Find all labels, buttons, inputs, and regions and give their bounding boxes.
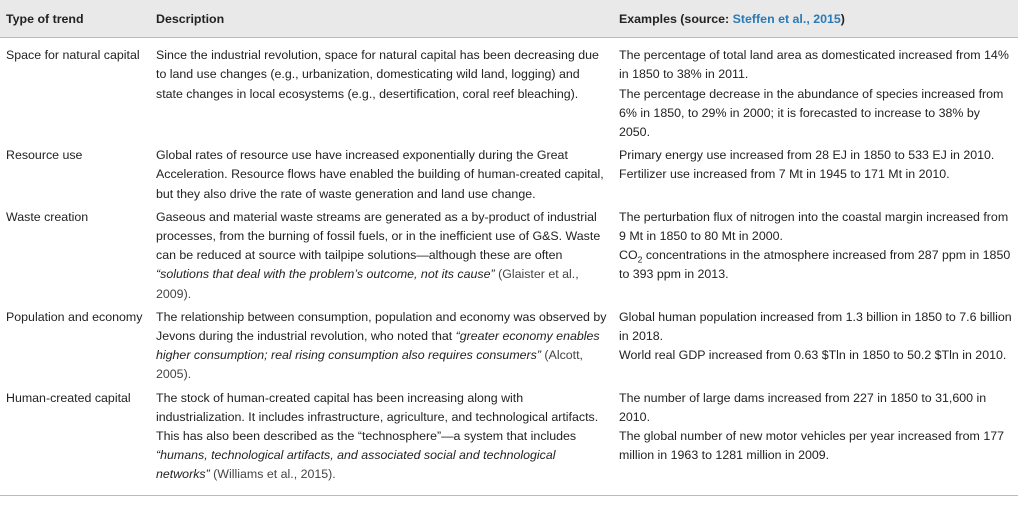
table-row (0, 38, 1018, 147)
trend-examples (613, 389, 1018, 496)
example-item-co2 (619, 246, 1012, 284)
citation-link[interactable]: (Williams et al., 2015). (209, 467, 336, 482)
trend-examples (613, 208, 1018, 308)
citation-link[interactable]: (Glaister et al., 2009). (156, 267, 579, 301)
trend-examples (613, 146, 1018, 208)
description-quote: “greater economy enables higher consumption; real rising consumption also requires consumers” (156, 329, 600, 363)
trend-description (150, 146, 613, 208)
example-item: Global human population increased from 1.3 billion in 1850 to 7.6 billion in 2018. (619, 309, 1012, 344)
header-examples-suffix: ) (840, 12, 845, 26)
source-link[interactable]: Steffen et al., 2015 (732, 12, 841, 26)
trend-examples (613, 308, 1018, 389)
example-item: Primary energy use increased from 28 EJ in 1850 to 533 EJ in 2010. (619, 148, 995, 163)
trend-type: Space for natural capital (6, 48, 140, 63)
example-item: Fertilizer use increased from 7 Mt in 1945 to 171 Mt in 2010. (619, 167, 950, 182)
table-header-row (0, 0, 1018, 38)
description-quote: “humans, technological artifacts, and associated social and technological networks” (156, 448, 556, 482)
trend-type: Population and economy (6, 309, 143, 324)
trend-type: Waste creation (6, 209, 89, 224)
description-text: The relationship between consumption, population and economy was observed by Jevons during the industrial revolution, who noted that (156, 309, 607, 344)
table-row (0, 146, 1018, 208)
example-item: The perturbation flux of nitrogen into the coastal margin increased from 9 Mt in 1850 to 80 Mt in 2000. (619, 209, 1009, 244)
header-examples (613, 0, 1018, 38)
co2-subscript: 2 (637, 254, 643, 265)
trend-examples (613, 38, 1018, 147)
header-description: Description (150, 0, 613, 38)
trend-type: Human-created capital (0, 389, 150, 496)
example-item: The number of large dams increased from 227 in 1850 to 31,600 in 2010. (619, 390, 987, 424)
example-item: The global number of new motor vehicles per year increased from 177 million in 1963 to 1281 million in 2009. (619, 429, 1004, 463)
table-row (0, 308, 1018, 389)
citation-link[interactable]: (Alcott, 2005). (156, 348, 583, 382)
table-row (0, 208, 1018, 308)
header-type-of-trend: Type of trend (0, 0, 150, 38)
trend-description (150, 38, 613, 147)
description-text: Gaseous and material waste streams are generated as a by-product of industrial processes, from the burning of fossil fuels, or in the inefficient use of G&S. Waste can be reduced at source with tailpipe solutions—although these are often (156, 209, 601, 263)
co2-prefix: CO (619, 248, 638, 263)
trend-type: Resource use (6, 148, 83, 163)
description-text: Since the industrial revolution, space for natural capital has been decreasing due to land use changes (e.g., urbanization, domesticating wild land, logging) and state changes in local ecosystems (e.g., desertification, coral reef bleaching). (156, 48, 599, 101)
header-examples-prefix: Examples (source: (619, 12, 733, 26)
example-item: The percentage decrease in the abundance of species increased from 6% in 1850, to 29% in 2000; it is forecasted to increase to 38% by 2050. (619, 86, 1004, 140)
co2-suffix: concentrations in the atmosphere increased from 287 ppm in 1850 to 393 ppm in 2013. (619, 248, 1011, 282)
description-text: Global rates of resource use have increased exponentially during the Great Acceleration. Resource flows have enabled the building of human-created capital, but they also drive the rate of waste generation and land use change. (156, 148, 604, 201)
description-text: The stock of human-created capital has been increasing along with industrialization. It includes infrastructure, agriculture, and technological artifacts. This has also been described as the “technosphere”—a system that includes (156, 390, 599, 444)
table-row (0, 389, 1018, 496)
trend-description (150, 389, 613, 496)
trend-description (150, 308, 613, 389)
trend-description (150, 208, 613, 308)
example-item: World real GDP increased from 0.63 $Tln in 1850 to 50.2 $Tln in 2010. (619, 348, 1007, 363)
example-item: The percentage of total land area as domesticated increased from 14% in 1850 to 38% in 2011. (619, 48, 1009, 82)
description-quote: “solutions that deal with the problem’s outcome, not its cause” (156, 267, 495, 282)
